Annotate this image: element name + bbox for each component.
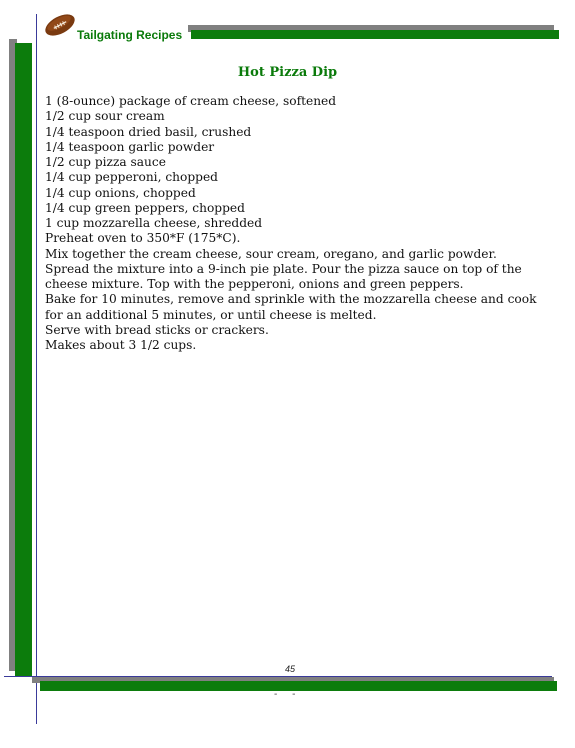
recipe-title: Hot Pizza Dip [237,65,338,80]
page-number: 45 [285,664,296,674]
step-paragraph: Bake for 10 minutes, remove and sprinkle with the mozzarella cheese and cook for an additional 5 minutes, or until cheese is melted. [45,292,537,322]
ingredient-line: 1/4 teaspoon dried basil, crushed [45,124,252,139]
footer-dashes: - - [274,689,302,700]
left-green-bar [15,43,32,677]
ingredient-line: 1 cup mozzarella cheese, shredded [45,216,263,230]
ingredient-line: 1/4 cup green peppers, chopped [45,200,245,215]
ingredient-line: 1/4 cup onions, chopped [45,185,196,200]
ingredient-line: 1 (8-ounce) package of cream cheese, softened [45,94,337,108]
ingredient-line: 1/4 teaspoon garlic powder [45,139,215,154]
step-line: Serve with bread sticks or crackers. [45,322,269,337]
ingredient-line: 1/2 cup pizza sauce [45,155,166,169]
step-line: Makes about 3 1/2 cups. [45,338,197,352]
football-icon [42,12,78,38]
step-line: Mix together the cream cheese, sour cream, oregano, and garlic powder. [45,246,497,261]
ingredient-line: 1/4 cup pepperoni, chopped [45,170,218,185]
step-paragraph: Spread the mixture into a 9-inch pie plate. Pour the pizza sauce on top of the cheese mixture. Top with the pepperoni, onions and green peppers. [45,261,522,291]
header-title: Tailgating Recipes [77,28,183,42]
recipe-body [45,94,545,353]
ingredient-line: 1/2 cup sour cream [45,109,165,124]
top-green-bar [191,30,559,39]
step-line: Preheat oven to 350*F (175*C). [45,231,241,246]
left-margin-line [36,14,37,724]
